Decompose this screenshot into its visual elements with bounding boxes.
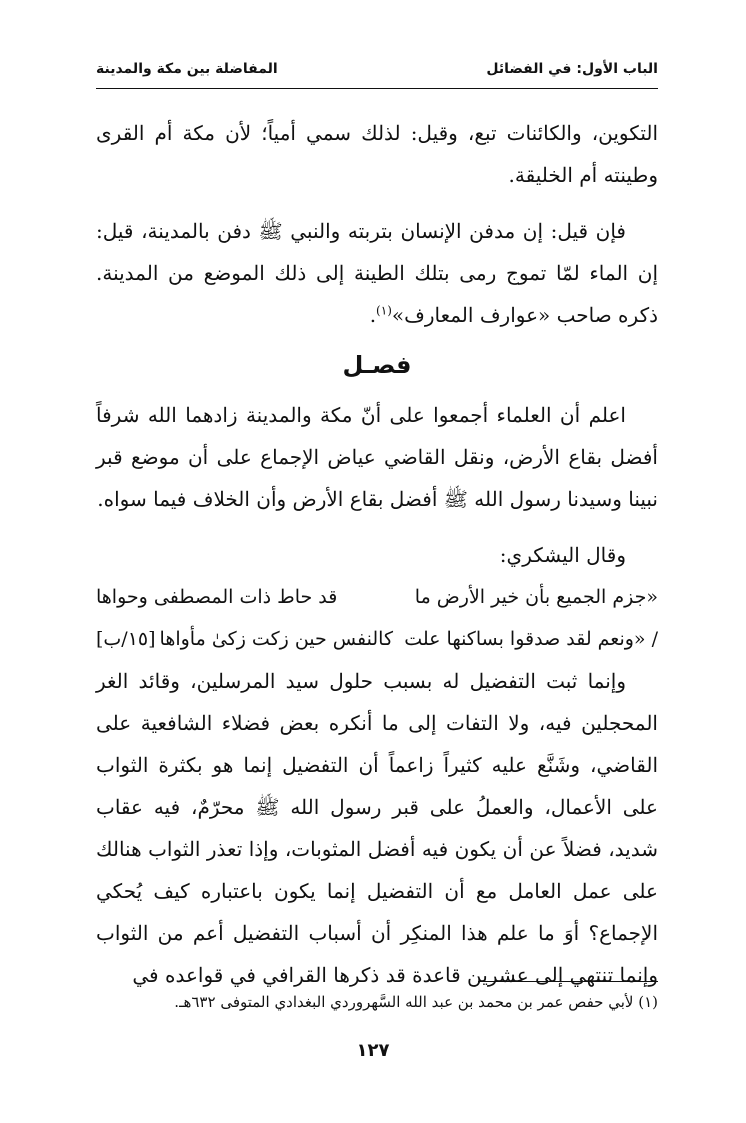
verse-2-second-hemistich	[96, 618, 393, 660]
poem-intro: وقال اليشكري:	[499, 543, 626, 567]
footnote-divider	[478, 981, 658, 982]
paragraph-3: اعلم أن العلماء أجمعوا على أنّ مكة والمدينة زادهما الله شرفاً أفضل بقاع الأرض، ونقل القاضي عياض الإجماع على أن موضع قبر نبينا وسيدنا رسول الله ﷺ أفضل بقاع الأرض وأن الخلاف فيما سواه.	[96, 403, 658, 511]
running-header	[96, 58, 658, 80]
page-number: ١٢٧	[356, 1040, 390, 1061]
verse-2-first-hemistich: / «ونعم لقد صدقوا بساكنها علت	[404, 628, 658, 650]
verse-2-second-text: كالنفس حين زكت زكىٰ مأواها	[159, 628, 394, 650]
section-heading: فصـل	[342, 351, 412, 379]
verse-line-1	[96, 576, 658, 618]
verse-1-first-hemistich: «جزم الجميع بأن خير الأرض ما	[414, 586, 658, 608]
paragraph-2-text: فإن قيل: إن مدفن الإنسان بتربته والنبي ﷺ دفن بالمدينة، قيل: إن الماء لمّا تموج رمى بتلك الطينة إلى ذلك الموضع من المدينة. ذكره صاحب «عوارف المعارف»	[96, 219, 658, 327]
manuscript-folio-marker: [١٥/ب]	[96, 628, 156, 650]
footnote: (١) لأبي حفص عمر بن محمد بن عبد الله السَّهروردي البغدادي المتوفى ٦٣٢هـ.	[174, 993, 658, 1011]
chapter-title: الباب الأول: في الفضائل	[486, 61, 658, 77]
section-running-title: المفاضلة بين مكة والمدينة	[96, 61, 278, 77]
verse-line-2	[96, 618, 658, 660]
verse-1-second-hemistich: قد حاط ذات المصطفى وحواها	[96, 586, 338, 608]
paragraph-2-end: .	[369, 303, 377, 327]
footnote-reference: (١)	[376, 303, 392, 318]
paragraph-1: التكوين، والكائنات تبع، وقيل: لذلك سمي أمياً؛ لأن مكة أم القرى وطينته أم الخليقة.	[96, 121, 658, 187]
paragraph-4: وإنما ثبت التفضيل له بسبب حلول سيد المرسلين، وقائد الغر المحجلين فيه، ولا التفات إلى ما أنكره بعض فضلاء الشافعية على القاضي، وشَنَّع عليه كثيراً زاعماً أن التفضيل إنما هو بكثرة الثواب على الأعمال، والعملُ على قبر رسول الله ﷺ محرّمٌ، فيه عقاب شديد، فضلاً عن أن يكون فيه أفضل المثوبات، وإذا تعذر الثواب هنالك على عمل العامل مع أن التفضيل إنما يكون باعتباره كيف يُحكي الإجماع؟ أوَ ما علم هذا المنكِر أن أسباب التفضيل أعم من الثواب وإنما تنتهي إلى عشرين قاعدة قد ذكرها القرافي في قواعده في	[96, 669, 658, 987]
paragraph-2	[96, 210, 658, 336]
main-text	[96, 112, 658, 996]
header-divider	[96, 88, 658, 89]
